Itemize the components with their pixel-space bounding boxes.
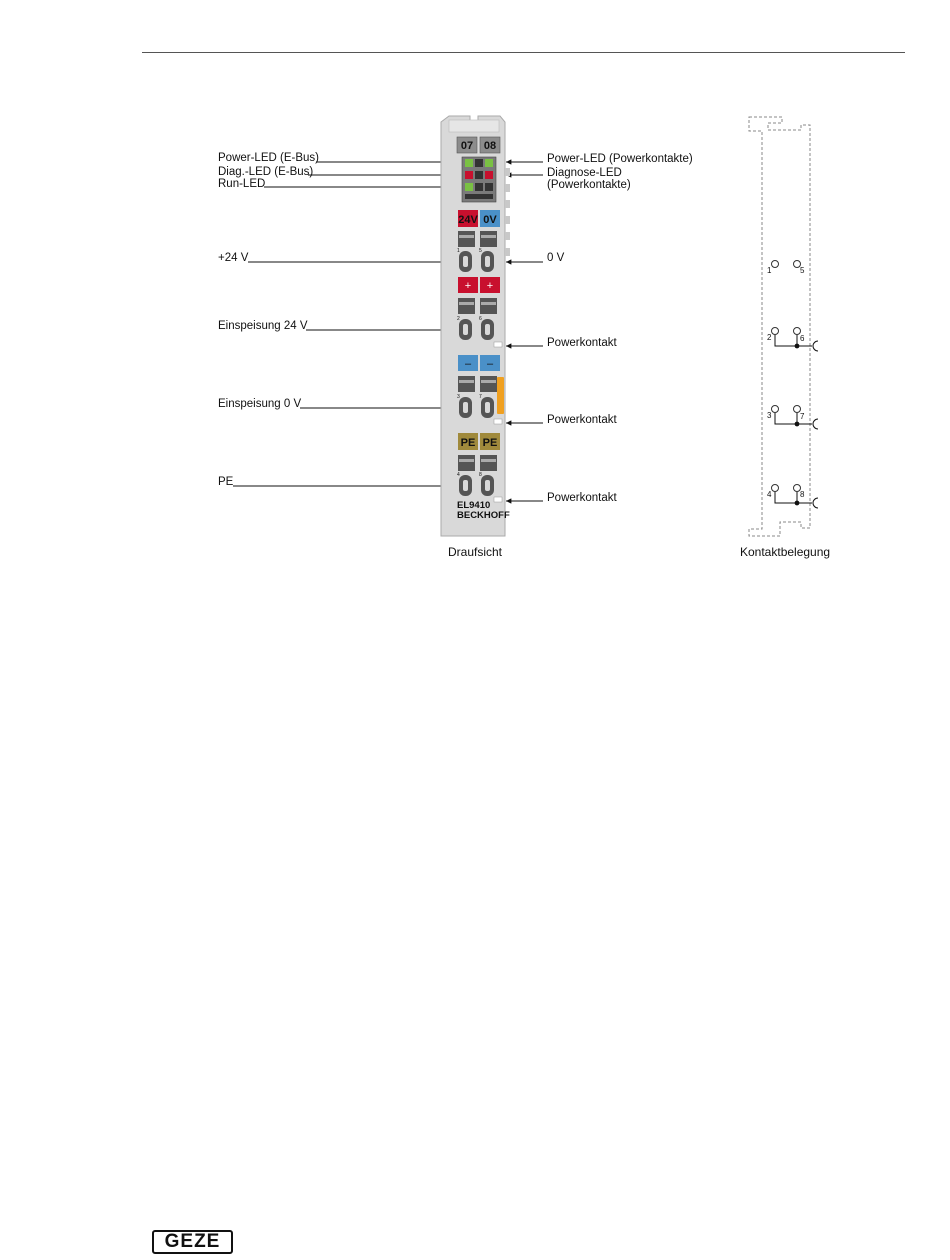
pe-badge-left: PE: [460, 437, 476, 449]
led-power-ebus: [465, 159, 473, 167]
side-tab: [505, 232, 510, 240]
label-powerkontakt-2: Powerkontakt: [547, 414, 617, 426]
powerkontakt-slot: [494, 419, 502, 424]
terminal-model: EL9410: [457, 500, 491, 511]
label-plus-24v: +24 V: [218, 252, 249, 264]
minus-badge-left: –: [464, 358, 472, 370]
contact-1: [772, 261, 779, 268]
pin-number-2: 2: [457, 316, 460, 322]
contact-number-1: 1: [767, 266, 772, 275]
pin-number-4: 4: [457, 472, 460, 478]
geze-logo: [152, 1230, 233, 1254]
contact-points: [772, 261, 801, 492]
contact-4: [772, 485, 779, 492]
pin-number-7: 7: [479, 394, 482, 400]
contact-number-3: 3: [767, 411, 772, 420]
contact-number-2: 2: [767, 333, 772, 342]
label-powerkontakt-3: Powerkontakt: [547, 492, 617, 504]
side-tab: [505, 216, 510, 224]
label-diagnose-led-sub: (Powerkontakte): [547, 179, 631, 191]
contact-wiring: [775, 335, 818, 508]
plus-badge-left: +: [464, 280, 472, 292]
powerkontakt-slot: [494, 342, 502, 347]
side-tab: [505, 248, 510, 256]
label-einspeisung-24v: Einspeisung 24 V: [218, 320, 308, 332]
side-tab: [505, 184, 510, 192]
leader-lines-left: [233, 162, 455, 486]
label-run-led: Run-LED: [218, 178, 266, 190]
badge-0v: 0V: [483, 214, 497, 226]
led-block: [462, 157, 496, 202]
led-power-powerkontakte: [485, 159, 493, 167]
label-powerkontakt-1: Powerkontakt: [547, 337, 617, 349]
plus-badge-right: +: [486, 280, 494, 292]
leader-lines-right: [506, 162, 543, 501]
junction-dots: [795, 344, 800, 506]
led-diag-ebus: [465, 171, 473, 179]
badge-24v: 24V: [458, 214, 478, 226]
contact-2: [772, 328, 779, 335]
contact-3: [772, 406, 779, 413]
pe-badge-right: PE: [482, 437, 498, 449]
pin-number-8: 8: [479, 472, 482, 478]
terminal-brand: BECKHOFF: [457, 510, 510, 521]
contact-number-8: 8: [800, 490, 805, 499]
pin-number-6: 6: [479, 316, 482, 322]
side-tab: [505, 168, 510, 176]
label-power-led-powerkontakte: Power-LED (Powerkontakte): [547, 153, 693, 165]
label-einspeisung-0v: Einspeisung 0 V: [218, 398, 302, 410]
label-diag-led-ebus: Diag.-LED (E-Bus): [218, 166, 314, 178]
contact-number-7: 7: [800, 412, 805, 421]
pin-number-1: 1: [457, 248, 460, 254]
orange-indicator: [497, 377, 504, 414]
label-diagnose-led: Diagnose-LED: [547, 167, 622, 179]
contact-schematic-outline: [749, 117, 810, 536]
side-tab: [505, 200, 510, 208]
caption-pin-assignment: Kontaktbelegung: [740, 545, 831, 559]
channel-a-label: 07: [460, 140, 474, 152]
contact-number-6: 6: [800, 334, 805, 343]
channel-b-label: 08: [483, 140, 497, 152]
led-run: [465, 183, 473, 191]
geze-logo-text: GEZE: [164, 1231, 221, 1252]
contact-numbers: [767, 266, 805, 499]
label-0v: 0 V: [547, 252, 565, 264]
minus-badge-right: –: [486, 358, 494, 370]
contact-number-5: 5: [800, 266, 805, 275]
pin-number-5: 5: [479, 248, 482, 254]
label-pe: PE: [218, 476, 234, 488]
powerkontakt-slot: [494, 497, 502, 502]
label-power-led-ebus: Power-LED (E-Bus): [218, 152, 319, 164]
led-diagnose-powerkontakte: [485, 171, 493, 179]
pin-number-3: 3: [457, 394, 460, 400]
contact-number-4: 4: [767, 490, 772, 499]
caption-top-view: Draufsicht: [448, 545, 503, 559]
